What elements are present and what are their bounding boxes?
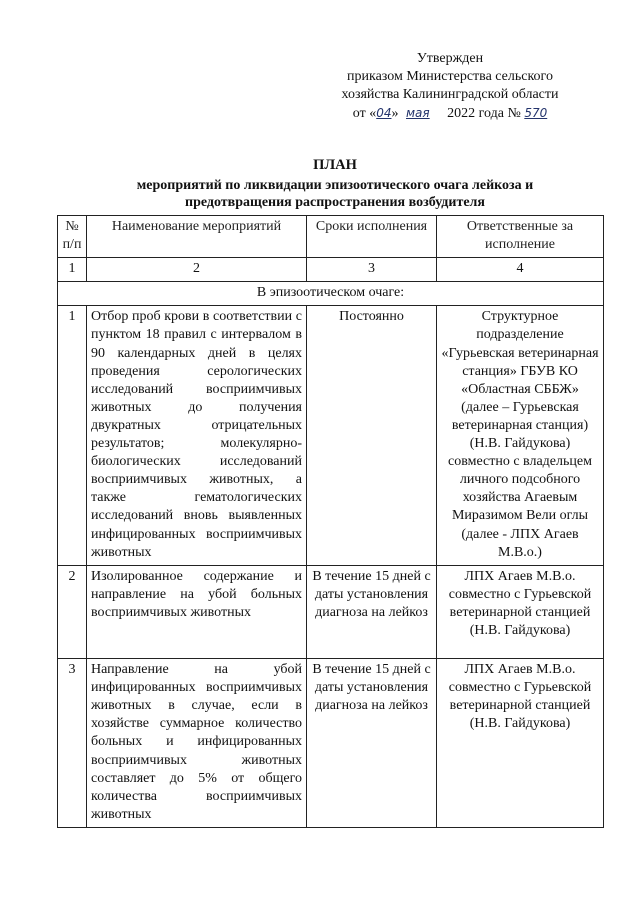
approval-stamp	[300, 50, 600, 123]
approval-date-line: от «04» мая 2022 года № 570	[352, 106, 548, 121]
approval-line-order: приказом Министерства сельского	[347, 69, 553, 84]
row-term: В течение 15 дней с даты установления диагноза на лейкоз	[307, 565, 437, 658]
measures-table	[57, 215, 604, 828]
document-title	[70, 157, 600, 211]
handwritten-order-number: 570	[524, 106, 548, 120]
row-responsible: ЛПХ Агаев М.В.о. совместно с Гурьевской ветеринарной станцией (Н.В. Гайдукова)	[437, 565, 604, 658]
row-action: Направление на убой инфицированных восприимчивых животных в случае, если в хозяйстве суммарное количество больных и инфицированных восприимчивых животных составляет до 5% от общего количества восприимчивых животных	[87, 659, 307, 828]
header-action: Наименование мероприятий	[87, 216, 307, 258]
row-responsible: ЛПХ Агаев М.В.о. совместно с Гурьевской ветеринарной станцией (Н.В. Гайдукова)	[437, 659, 604, 828]
handwritten-month: мая	[406, 106, 430, 120]
row-action: Изолированное содержание и направление на убой больных восприимчивых животных	[87, 565, 307, 658]
section-row	[58, 282, 604, 306]
approval-line-ministry: хозяйства Калининградской области	[341, 87, 559, 102]
table-row	[58, 659, 604, 828]
table-row	[58, 565, 604, 658]
row-number: 1	[58, 306, 87, 565]
row-action: Отбор проб крови в соответствии с пунктом 18 правил с интервалом в 90 календарных дней в целях проведения серологических исследований восприимчивых животных до получения двукратных отрицательных результатов; молекулярно-биологических исследований восприимчивых животных, а также гематологических исследований вновь выявленных инфицированных восприимчивых животных	[87, 306, 307, 565]
handwritten-day: 04	[376, 106, 392, 120]
approval-line-approved: Утвержден	[416, 51, 484, 66]
section-title: В эпизоотическом очаге:	[58, 282, 604, 306]
row-term: В течение 15 дней с даты установления диагноза на лейкоз	[307, 659, 437, 828]
header-term: Сроки исполнения	[307, 216, 437, 258]
column-number: 2	[87, 258, 307, 282]
row-number: 2	[58, 565, 87, 658]
plan-subtitle: мероприятий по ликвидации эпизоотического очага лейкоза и предотвращения распространения возбудителя	[136, 178, 534, 210]
table-header-row	[58, 216, 604, 258]
table-row	[58, 306, 604, 565]
header-responsible: Ответственные за исполнение	[437, 216, 604, 258]
column-number-row	[58, 258, 604, 282]
header-num: № п/п	[58, 216, 87, 258]
row-number: 3	[58, 659, 87, 828]
column-number: 3	[307, 258, 437, 282]
column-number: 4	[437, 258, 604, 282]
plan-heading: ПЛАН	[313, 157, 357, 173]
row-responsible: Структурное подразделение «Гурьевская ветеринарная станция» ГБУВ КО «Областная СББЖ» (далее – Гурьевская ветеринарная станция) (Н.В. Гайдукова) совместно с владельцем личного подсобного хозяйства Агаевым Миразимом Вели оглы (далее - ЛПХ Агаев М.В.о.)	[437, 306, 604, 565]
column-number: 1	[58, 258, 87, 282]
row-term: Постоянно	[307, 306, 437, 565]
